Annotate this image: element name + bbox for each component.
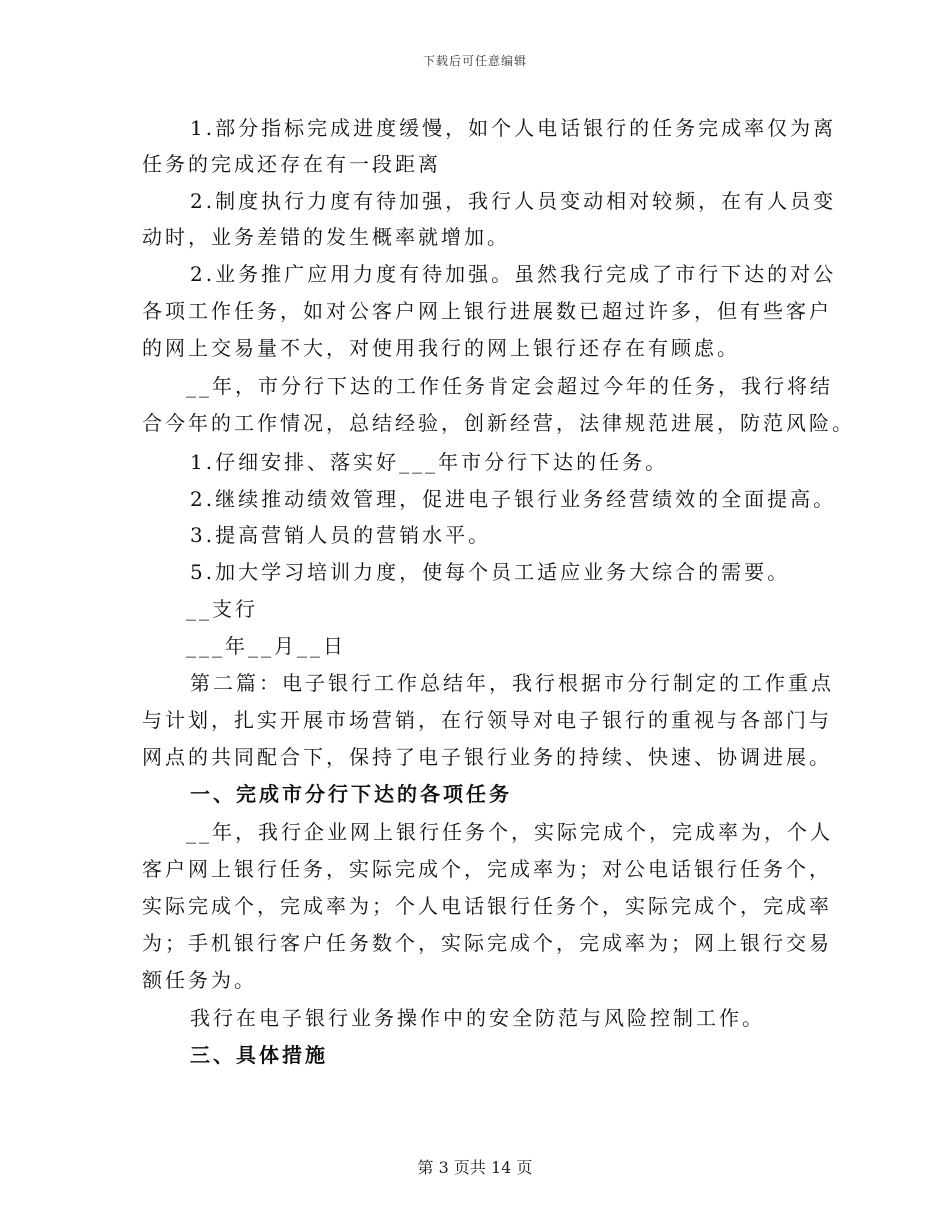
body-line: 任务的完成还存在有一段距离 bbox=[142, 152, 441, 176]
body-line: 1.仔细安排、落实好___年市分行下达的任务。 bbox=[190, 450, 669, 474]
body-line: 我行在电子银行业务操作中的安全防范与风险控制工作。 bbox=[190, 1006, 765, 1030]
body-line: __年，我行企业网上银行任务个，实际完成个，完成率为，个人 bbox=[186, 820, 833, 844]
body-line: 客户网上银行任务，实际完成个，完成率为；对公电话银行任务个， bbox=[142, 857, 832, 881]
body-line: 各项工作任务，如对公客户网上银行进展数已超过许多，但有些客户 bbox=[142, 299, 832, 323]
body-line: 实际完成个，完成率为；个人电话银行任务个，实际完成个，完成率 bbox=[142, 894, 832, 918]
section-heading: 一、完成市分行下达的各项任务 bbox=[190, 782, 512, 806]
body-line: 2.继续推动绩效管理，促进电子银行业务经营绩效的全面提高。 bbox=[190, 487, 837, 511]
section-heading: 三、具体措施 bbox=[190, 1043, 328, 1067]
body-line: 为；手机银行客户任务数个，实际完成个，完成率为；网上银行交易 bbox=[142, 931, 832, 955]
body-line: 1.部分指标完成进度缓慢，如个人电话银行的任务完成率仅为离 bbox=[190, 116, 837, 140]
body-line: __年，市分行下达的工作任务肯定会超过今年的任务，我行将结 bbox=[186, 374, 833, 398]
body-line: 5.加大学习培训力度，使每个员工适应业务大综合的需要。 bbox=[190, 560, 791, 584]
body-line: 与计划，扎实开展市场营销，在行领导对电子银行的重视与各部门与 bbox=[142, 708, 832, 732]
body-line: ___年__月__日 bbox=[186, 634, 346, 658]
body-line: __支行 bbox=[186, 597, 258, 621]
page-header: 下载后可任意编辑 bbox=[422, 54, 527, 68]
body-line: 网点的共同配合下，保持了电子银行业务的持续、快速、协调进展。 bbox=[142, 745, 832, 769]
body-line: 3.提高营销人员的营销水平。 bbox=[190, 523, 492, 547]
body-line: 第二篇：电子银行工作总结年，我行根据市分行制定的工作重点 bbox=[190, 671, 834, 695]
page-footer: 第 3 页共 14 页 bbox=[417, 1158, 533, 1177]
body-line: 合今年的工作情况，总结经验，创新经营，法律规范进展，防范风险。 bbox=[142, 411, 855, 435]
body-line: 动时，业务差错的发生概率就增加。 bbox=[142, 225, 510, 249]
body-line: 额任务为。 bbox=[142, 968, 257, 992]
body-line: 2.制度执行力度有待加强，我行人员变动相对较频，在有人员变 bbox=[190, 189, 837, 213]
body-line: 2.业务推广应用力度有待加强。虽然我行完成了市行下达的对公 bbox=[190, 262, 837, 286]
body-line: 的网上交易量不大，对使用我行的网上银行还存在有顾虑。 bbox=[142, 336, 740, 360]
